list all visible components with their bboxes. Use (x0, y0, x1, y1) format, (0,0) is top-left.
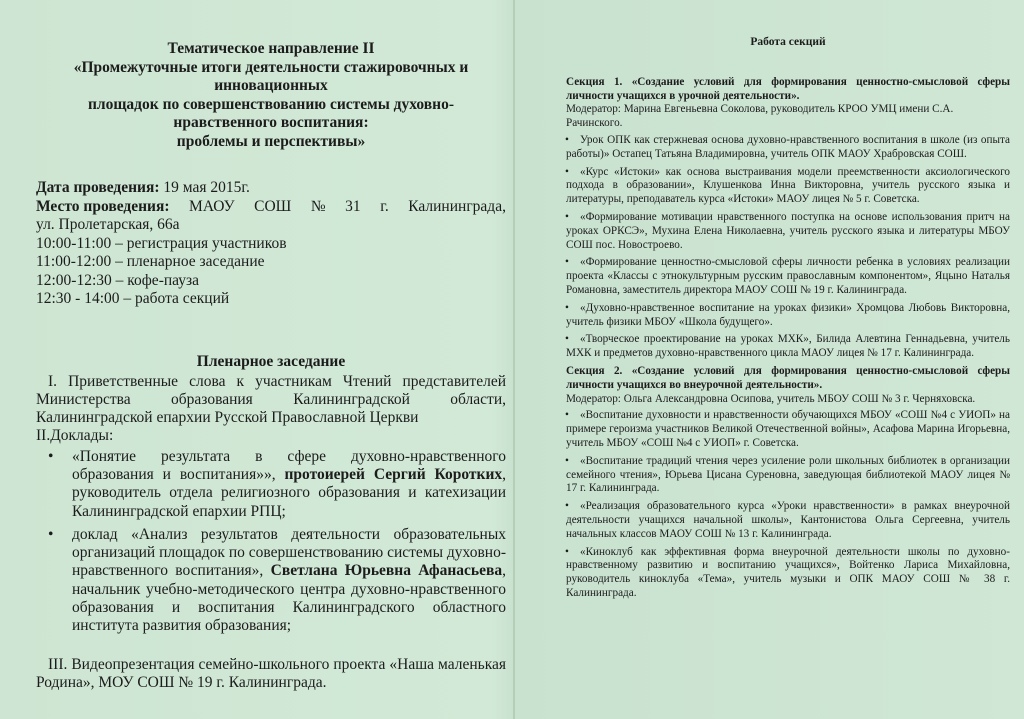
plenary-program (36, 373, 506, 693)
place-part: Калининграда, (408, 197, 506, 215)
schedule-item: 12:00-12:30 – кофе-пауза (36, 271, 199, 289)
date-label: Дата проведения: (36, 179, 160, 196)
place-row (36, 198, 506, 217)
place-part: СОШ (254, 197, 292, 215)
speaker-role: , руководитель отдела религиозного образования и катехизации Калининградской епархии РПЦ; (72, 465, 507, 520)
place-part: № (310, 197, 326, 215)
fold-line (513, 0, 515, 719)
date-row (36, 179, 506, 198)
sections-title: Работа секций (750, 36, 826, 48)
talk-item: • Урок ОПК как стержневая основа духовно-нравственного воспитания в школе (из опыта работы)» Остапец Татьяна Владимировна, учитель ОПК МАОУ Храбровская СОШ. (566, 134, 1010, 162)
schedule-item: 11:00-12:00 – пленарное заседание (36, 253, 265, 270)
right-page (566, 36, 1010, 605)
reports-label: II.Доклады: (36, 427, 114, 445)
report-item (72, 526, 506, 636)
heading-line: нравственного воспитания: (173, 114, 369, 131)
heading-line: Тематическое направление II (167, 40, 375, 57)
heading-line: «Промежуточные итоги деятельности стажировочных и (73, 58, 469, 76)
speaker-role: , начальник учебно-методического центра духовно-нравственного образования и воспитания Калининградского областного института развития образования; (72, 562, 506, 635)
talk-item: • «Творческое проектирование на уроках МХК», Билида Алевтина Геннадьевна, учитель МХК и предметов духовно-нравственного цикла МАОУ лицея № 17 г. Калининграда. (566, 333, 1010, 361)
section-1-title: Секция 1. «Создание условий для формирования ценностно-смысловой сферы личности учащихся в урочной деятельности». (566, 75, 1010, 102)
talk-item: • «Реализация образовательного курса «Уроки нравственности» в рамках внеурочной деятельности учащихся начальной школы», Кантонистова Ольга Сергеевна, учитель начальных классов МАОУ СОШ № 13 г. Калининграда. (566, 500, 1010, 541)
left-page (36, 40, 506, 692)
talk-item: • «Формирование мотивации нравственного поступка на основе использования притч на уроках ОРКСЭ», Мухина Елена Николаевна, учитель русского языка и литературы МБОУ СОШ пос. Новостроево. (566, 211, 1010, 252)
heading-line: инновационных (214, 77, 328, 94)
event-info (36, 179, 506, 309)
section-2-title: Секция 2. «Создание условий для формирования ценностно-смысловой сферы личности учащихся во внеурочной деятельности». (566, 364, 1010, 391)
talk-item: • «Формирование ценностно-смысловой сферы личности ребенка в условиях реализации проекта «Классы с этнокультурным русским православным компонентом», Яцыно Наталья Романовна, заместитель директора МАОУ СОШ № 19 г. Калининграда. (566, 256, 1010, 297)
schedule-item: 12:30 - 14:00 – работа секций (36, 290, 230, 307)
plenary-title: Пленарное заседание (196, 352, 346, 370)
video-presentation-item: III. Видеопрезентация семейно-школьного проекта «Наша маленькая Родина», МОУ СОШ № 19 г. Калининграда. (36, 655, 506, 691)
report-topic: «Понятие результата в сфере духовно-нравственного образования и воспитания»», (72, 447, 506, 483)
heading-line: площадок по совершенствованию системы духовно- (87, 95, 455, 113)
report-topic: доклад «Анализ результатов деятельности образовательных организаций площадок по совершенствованию системы духовно-нравственного воспитания», (72, 525, 506, 580)
greetings-item: I. Приветственные слова к участникам Чтений представителей Министерства образования Калининградской области, Калининградской епархии Русской Православной Церкви (36, 372, 506, 427)
topic-heading (36, 40, 506, 151)
section-1-list (566, 134, 1010, 361)
section-1-moderator: Модератор: Марина Евгеньевна Соколова, руководитель КРОО УМЦ имени С.А. Рачинского. (566, 103, 954, 130)
section-2-moderator: Модератор: Ольга Александровна Осипова, учитель МБОУ СОШ № 3 г. Черняховска. (566, 392, 976, 405)
address: ул. Пролетарская, 66а (36, 216, 180, 233)
date-value: 19 мая 2015г. (159, 179, 250, 196)
talk-item: • «Курс «Истоки» как основа выстраивания модели преемственности аксиологического подхода в образовании», Клушенкова Инна Викторовна, учитель русского языка и литературы, преподаватель курса «Истоки» МАОУ лицея № 5 г. Советска. (566, 166, 1010, 207)
talk-item: • «Киноклуб как эффективная форма внеурочной деятельности школы по духовно-нравственному развитию и воспитанию учащихся», Войтенко Лариса Михайловна, руководитель киноклуба «Тема», учитель музыки и ОПК МАОУ СОШ № 38 г. Калининграда. (566, 546, 1010, 601)
talk-item: • «Воспитание традиций чтения через усиление роли школьных библиотек в организации семейного чтения», Юрьева Цисана Суреновна, заведующая библиотекой МАОУ лицея № 17 г. Калининграда. (566, 455, 1010, 496)
talk-item: • «Духовно-нравственное воспитание на уроках физики» Хромцова Любовь Викторовна, учитель физики МБОУ «Школа будущего». (566, 302, 1010, 330)
section-2-list (566, 409, 1010, 600)
place-part: 31 (345, 197, 361, 215)
talk-item: • «Воспитание духовности и нравственности обучающихся МБОУ «СОШ №4 с УИОП» на примере героизма участников Великой Отечественной войны», Асафова Марина Игорьевна, учитель МБОУ «СОШ №4 с УИОП» г. Советска. (566, 409, 1010, 450)
place-part: г. (380, 197, 389, 215)
speaker-name: протоиерей Сергий Коротких (284, 465, 503, 483)
report-item (72, 448, 506, 521)
speaker-name: Светлана Юрьевна Афанасьева (270, 562, 503, 580)
reports-list (36, 448, 506, 636)
place-label: Место проведения: (36, 197, 170, 215)
heading-line: проблемы и перспективы» (176, 132, 366, 150)
schedule-item: 10:00-11:00 – регистрация участников (36, 234, 287, 252)
place-part: МАОУ (189, 197, 235, 215)
